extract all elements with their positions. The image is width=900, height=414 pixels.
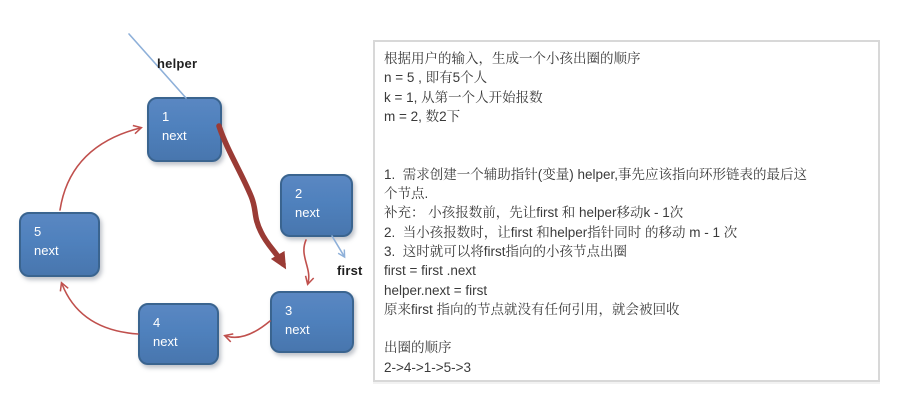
edge-2-to-3 <box>304 240 309 283</box>
node-2 <box>280 174 353 237</box>
note-line: n = 5 , 即有5个人 <box>384 70 488 86</box>
note-line: 补充： 小孩报数前，先让first 和 helper移动k - 1次 <box>384 205 684 221</box>
node-value: 3 <box>285 303 293 318</box>
node-3 <box>270 291 354 353</box>
note-line: first = first .next <box>384 263 476 279</box>
edge-3-to-4 <box>226 321 270 337</box>
note-line: 根据用户的输入，生成一个小孩出圈的顺序 <box>384 51 641 66</box>
node-1 <box>147 97 222 162</box>
removal-arrow-1-to-3 <box>219 126 283 264</box>
note-line <box>384 145 870 164</box>
node-4 <box>138 303 219 365</box>
note-line: m = 2, 数2下 <box>384 108 461 124</box>
node-value: 1 <box>162 109 170 124</box>
node-next-label: next <box>162 128 187 143</box>
edge-5-to-1 <box>60 128 140 210</box>
node-value: 2 <box>295 186 303 201</box>
note-line <box>384 319 870 338</box>
notes-panel <box>373 40 880 382</box>
note-line <box>384 126 870 145</box>
node-next-label: next <box>34 243 59 258</box>
note-line: 2->4->1->5->3 <box>384 359 472 375</box>
node-5 <box>19 212 100 277</box>
helper-label: helper <box>157 56 198 71</box>
node-next-label: next <box>153 334 178 349</box>
note-line: 原来first 指向的节点就没有任何引用，就会被回收 <box>384 301 680 317</box>
note-line: k = 1, 从第一个人开始报数 <box>384 89 543 105</box>
note-line: 出圈的顺序 <box>384 340 452 356</box>
first-label: first <box>337 263 363 278</box>
node-value: 4 <box>153 315 161 330</box>
note-line: 3. 这时就可以将first指向的小孩节点出圈 <box>384 243 628 259</box>
edge-4-to-5 <box>62 284 138 334</box>
node-next-label: next <box>295 205 320 220</box>
note-line: 2. 当小孩报数时，让first 和helper指针同时 的移动 m - 1 次 <box>384 224 738 240</box>
first-pointer-line <box>332 236 344 256</box>
note-line: 个节点. <box>384 186 429 202</box>
node-next-label: next <box>285 322 310 337</box>
node-value: 5 <box>34 224 42 239</box>
note-line: helper.next = first <box>384 282 488 298</box>
note-line: 1. 需求创建一个辅助指针(变量) helper,事先应该指向环形链表的最后这 <box>384 166 808 182</box>
